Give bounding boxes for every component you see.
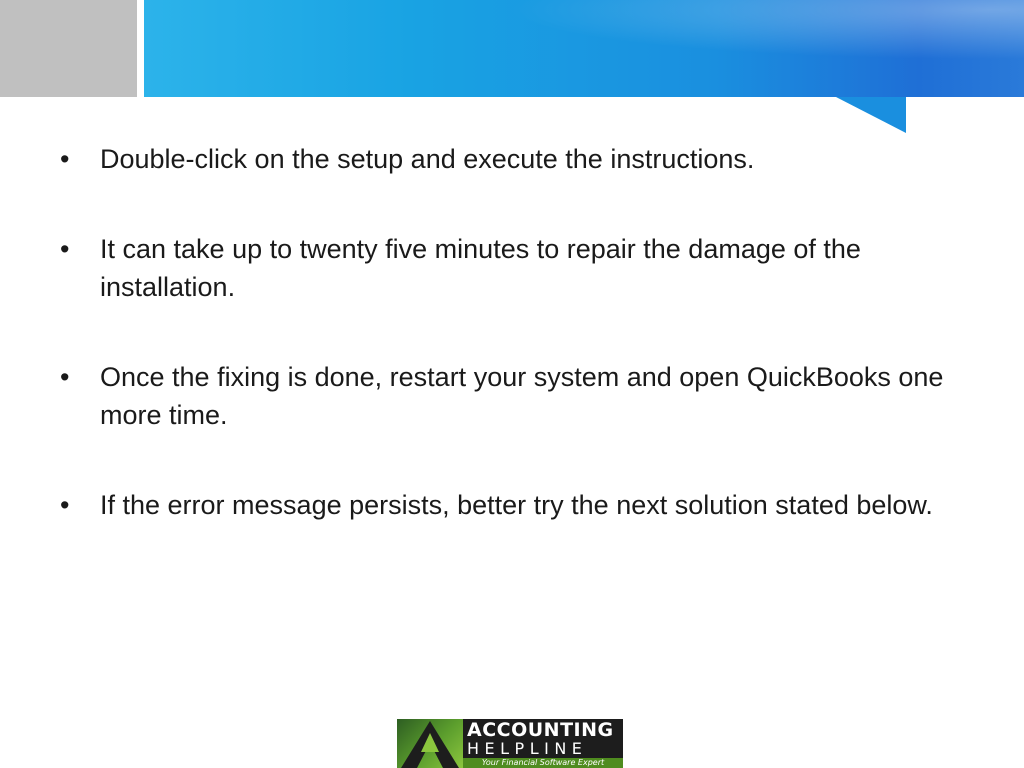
logo-tagline: Your Financial Software Expert bbox=[463, 758, 623, 768]
bullet-text: If the error message persists, better try the next solution stated below. bbox=[100, 490, 933, 520]
bullet-text: Double-click on the setup and execute the instructions. bbox=[100, 144, 755, 174]
bullet-text: Once the fixing is done, restart your system and open QuickBooks one more time. bbox=[100, 362, 944, 430]
header-tab-shape bbox=[836, 97, 906, 133]
logo-subtitle: HELPLINE bbox=[467, 739, 588, 758]
bullet-marker: • bbox=[60, 362, 70, 392]
header-divider bbox=[137, 0, 144, 97]
bullet-item bbox=[60, 140, 960, 178]
logo-title: ACCOUNTING bbox=[467, 719, 614, 741]
bullet-marker: • bbox=[60, 490, 70, 520]
logo-a-icon bbox=[397, 719, 463, 768]
header-blue-banner bbox=[144, 0, 1024, 97]
slide-content bbox=[60, 140, 960, 576]
bullet-item bbox=[60, 230, 960, 306]
bullet-marker: • bbox=[60, 234, 70, 264]
accounting-helpline-logo bbox=[397, 719, 623, 768]
header-gray-block bbox=[0, 0, 137, 97]
bullet-item bbox=[60, 486, 960, 524]
logo-mark-icon bbox=[397, 719, 463, 768]
bullet-list bbox=[60, 140, 960, 524]
bullet-item bbox=[60, 358, 960, 434]
bullet-marker: • bbox=[60, 144, 70, 174]
bullet-text: It can take up to twenty five minutes to repair the damage of the installation. bbox=[100, 234, 861, 302]
